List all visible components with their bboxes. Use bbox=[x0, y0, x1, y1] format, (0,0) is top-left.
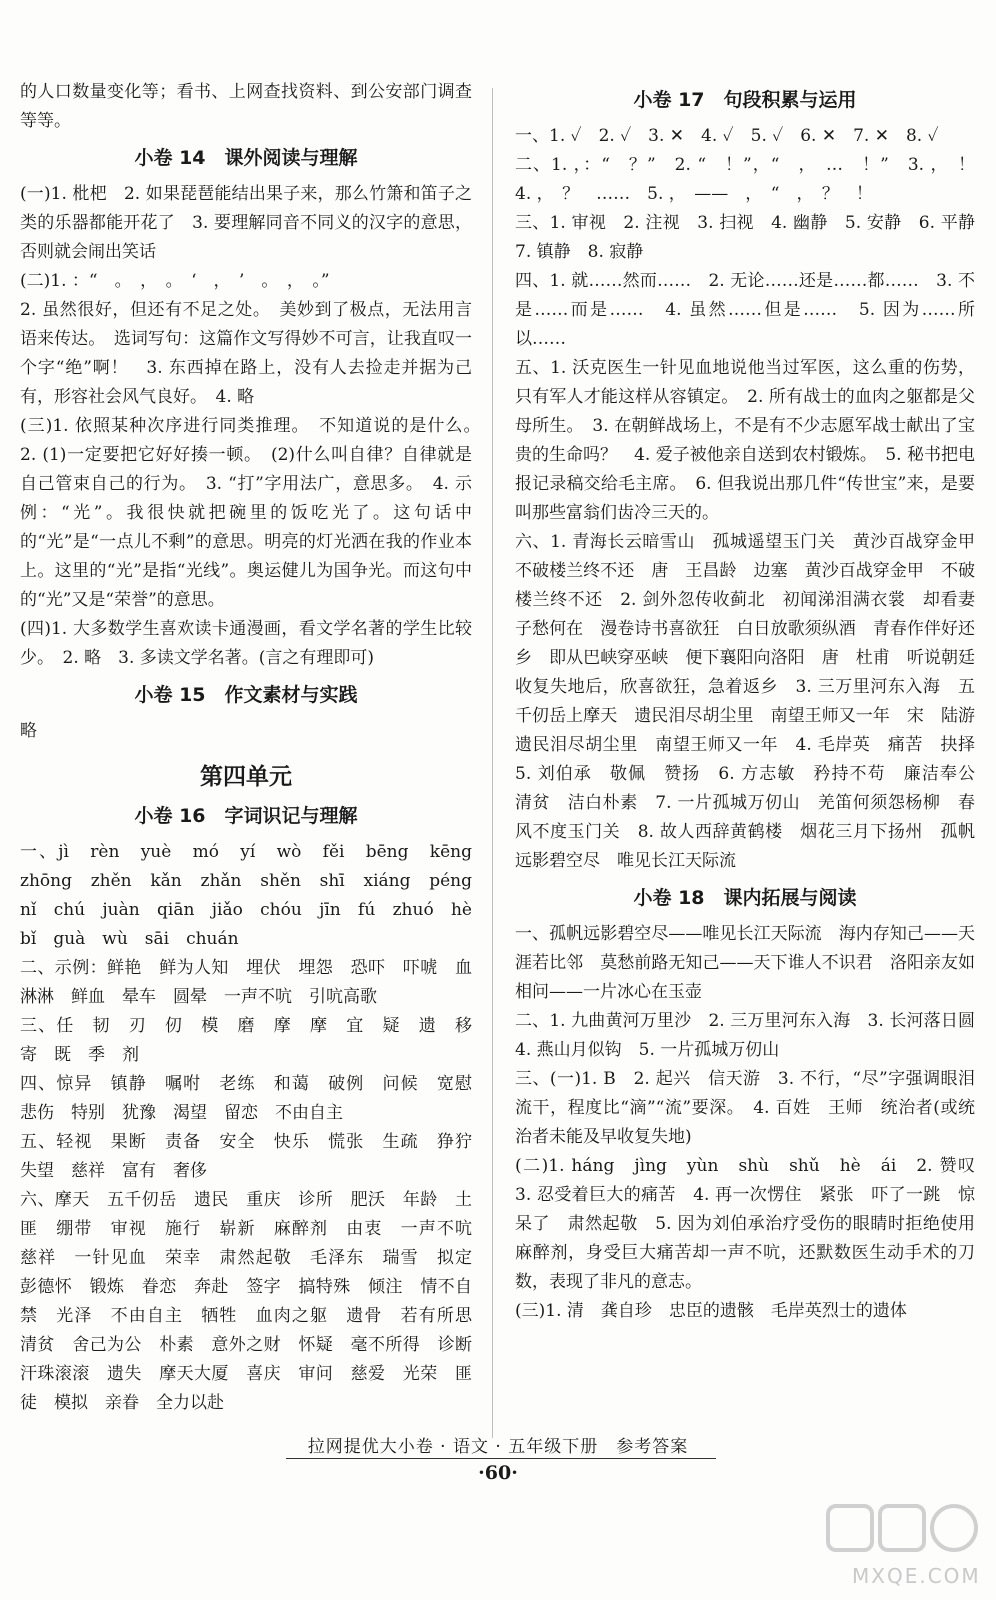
watermark-text: MXQE.COM bbox=[852, 1564, 981, 1588]
answer-paragraph: 三、1. 审视 2. 注视 3. 扫视 4. 幽静 5. 安静 6. 平静 7. 镇静 8. 寂静 bbox=[515, 213, 992, 262]
answer-paragraph: 一、1. ✓ 2. ✓ 3. ✕ 4. ✓ 5. ✓ 6. ✕ 7. ✕ 8. ✓ bbox=[515, 126, 939, 146]
answer-paragraph: (一)1. 枇杷 2. 如果琵琶能结出果子来，那么竹箫和笛子之类的乐器都能开花了 3. 要理解同音不同义的汉字的意思，否则就会闹出笑话 bbox=[20, 184, 472, 262]
answer-paragraph: 一、jì rèn yuè mó yí wò fěi bēng kēng zhōng zhěn kǎn zhǎn shěn shī xiáng péng nǐ chú juàn qiān jiǎo chóu jīn fú zhuó hè bǐ guà wù sāi chuán bbox=[20, 842, 489, 949]
answer-paragraph: (二)1. ：“ 。 ， 。 ‘ ， ’ 。 ， 。” bbox=[20, 271, 330, 291]
answer-paragraph: 一、孤帆远影碧空尽——唯见长江天际流 海内存知己——天涯若比邻 莫愁前路无知己——天下谁人不识君 洛阳亲友如相问——一片冰心在玉壶 bbox=[515, 924, 975, 1002]
footer-title: 拉网提优大小卷 · 语文 · 五年级下册 参考答案 bbox=[307, 1437, 689, 1457]
section-heading: 小卷 15 作文素材与实践 bbox=[134, 684, 358, 706]
answer-paragraph: 二、示例：鲜艳 鲜为人知 埋伏 埋怨 恐吓 吓唬 血淋淋 鲜血 晕车 圆晕 一声不吭 引吭高歌 bbox=[20, 958, 472, 1007]
answer-paragraph: 四、1. 就……然而…… 2. 无论……还是……都…… 3. 不是……而是…… 4. 虽然……但是…… 5. 因为……所以…… bbox=[515, 271, 975, 349]
answer-paragraph: 三、(一)1. B 2. 起兴 信天游 3. 不行，“尽”字强调眼泪流干，程度比“滴”“流”要深。 4. 百姓 王师 统治者(或统治者未能及早收复失地) bbox=[515, 1069, 975, 1147]
column-divider bbox=[492, 88, 493, 1438]
answer-paragraph: (三)1. 清 龚自珍 忠臣的遗骸 毛岸英烈士的遗体 bbox=[515, 1301, 907, 1321]
unit-heading: 第四单元 bbox=[200, 764, 292, 790]
answer-paragraph: 五、1. 沃克医生一针见血地说他当过军医，这么重的伤势，只有军人才能这样从容镇定。 2. 所有战士的血肉之躯都是父母所生。 3. 在朝鲜战场上，不是有不少志愿军战士献出了宝贵的生命吗？ 4. 爱子被他亲自送到农村锻炼。 5. 秘书把电报记录稿交给毛主席。 6. 但我说出那几件“传世宝”来，是要叫那些富翁们齿冷三天的。 bbox=[515, 358, 975, 523]
answer-paragraph: 六、1. 青海长云暗雪山 孤城遥望玉门关 黄沙百战穿金甲 不破楼兰终不还 唐 王昌龄 边塞 黄沙百战穿金甲 不破楼兰终不还 2. 剑外忽传收蓟北 初闻涕泪满衣裳 却看妻子愁何在 漫卷诗书喜欲狂 白日放歌须纵酒 青春作伴好还乡 即从巴峡穿巫峡 便下襄阳向洛阳 唐 杜甫 听说朝廷收复失地后，欣喜欲狂，急着返乡 3. 三万里河东入海 五千仞岳上摩天 遗民泪尽胡尘里 南望王师又一年 宋 陆游 遗民泪尽胡尘里 南望王师又一年 4. 毛岸英 痛苦 抉择 5. 刘伯承 敬佩 赞扬 6. 方志敏 矜持不苟 廉洁奉公 清贫 洁白朴素 7. 一片孤城万仞山 羌笛何须怨杨柳 春风不度玉门关 8. 故人西辞黄鹤楼 烟花三月下扬州 孤帆远影碧空尽 唯见长江天际流 bbox=[515, 532, 992, 871]
section-heading: 小卷 16 字词识记与理解 bbox=[134, 805, 358, 827]
answer-paragraph: 二、1. 九曲黄河万里沙 2. 三万里河东入海 3. 长河落日圆 4. 燕山月似钩 5. 一片孤城万仞山 bbox=[515, 1011, 992, 1060]
answer-paragraph: 四、惊异 镇静 嘱咐 老练 和蔼 破例 问候 宽慰 悲伤 特别 犹豫 渴望 留恋 不由自主 bbox=[20, 1074, 489, 1123]
footer-rule bbox=[286, 1458, 716, 1459]
section-heading: 小卷 14 课外阅读与理解 bbox=[134, 147, 358, 169]
answer-paragraph: (四)1. 大多数学生喜欢读卡通漫画，看文学名著的学生比较少。 2. 略 3. 多读文学名著。(言之有理即可) bbox=[20, 619, 472, 668]
right-column bbox=[515, 78, 992, 1326]
page-number: ·60· bbox=[478, 1462, 518, 1484]
answer-paragraph: 二、1. ，：“ ？” 2. “ ！”，“ ， … ！” 3. ， ！ 4. ， ？ …… 5. ， —— ， “ ， ？ ！ bbox=[515, 155, 992, 204]
answer-paragraph: 六、摩天 五千仞岳 遗民 重庆 诊所 肥沃 年龄 土匪 绷带 审视 施行 崭新 麻醉剂 由衷 一声不吭 慈祥 一针见血 荣幸 肃然起敬 毛泽东 瑞雪 拟定 彭德怀 锻炼 眷恋 奔赴 签字 搞特殊 倾注 情不自禁 光泽 不由自主 牺牲 血肉之躯 遗骨 若有所思 清贫 舍己为公 朴素 意外之财 怀疑 毫不所得 诊断 汗珠滚滚 遗失 摩天大厦 喜庆 审问 慈爱 光荣 匪徒 模拟 亲眷 全力以赴 bbox=[20, 1190, 489, 1413]
watermark-icon bbox=[822, 1500, 982, 1564]
left-column bbox=[20, 78, 489, 1418]
answer-paragraph: 2. 虽然很好，但还有不足之处。 美妙到了极点，无法用言语来传达。 选词写句：这篇作文写得妙不可言，让我直叹一个字“绝”啊！ 3. 东西掉在路上，没有人去捡走并据为己有，形容社会风气良好。 4. 略 bbox=[20, 300, 472, 407]
answer-paragraph: 五、轻视 果断 责备 安全 快乐 慌张 生疏 狰狞 失望 慈祥 富有 奢侈 bbox=[20, 1132, 489, 1181]
answer-paragraph: (三)1. 依照某种次序进行同类推理。 不知道说的是什么。 2. (1)一定要把它好好揍一顿。 (2)什么叫自律？自律就是自己管束自己的行为。 3. “打”字用法广，意思多。 4. 示例：“光”。我很快就把碗里的饭吃光了。这句话中的“光”是“一点儿不剩”的意思。明亮的灯光洒在我的作业本上。这里的“光”是指“光线”。奥运健儿为国争光。而这句中的“光”又是“荣誉”的意思。 bbox=[20, 416, 489, 610]
answer-paragraph: (二)1. háng jìng yùn shù shǔ hè ái 2. 赞叹 3. 忍受着巨大的痛苦 4. 再一次愣住 紧张 吓了一跳 惊呆了 肃然起敬 5. 因为刘伯承治疗受伤的眼睛时拒绝使用麻醉剂，身受巨大痛苦却一声不吭，还默数医生动手术的刀数，表现了非凡的意志。 bbox=[515, 1156, 992, 1292]
section-heading: 小卷 18 课内拓展与阅读 bbox=[633, 887, 857, 909]
section-heading: 小卷 17 句段积累与运用 bbox=[633, 89, 857, 111]
answer-paragraph: 的人口数量变化等；看书、上网查找资料、到公安部门调查等等。 bbox=[20, 82, 472, 131]
watermark-logo bbox=[822, 1500, 982, 1586]
answer-paragraph: 三、任 韧 刃 仞 模 磨 摩 摩 宜 疑 遗 移 寄 既 季 剂 bbox=[20, 1016, 489, 1065]
answer-paragraph: 略 bbox=[20, 721, 37, 741]
